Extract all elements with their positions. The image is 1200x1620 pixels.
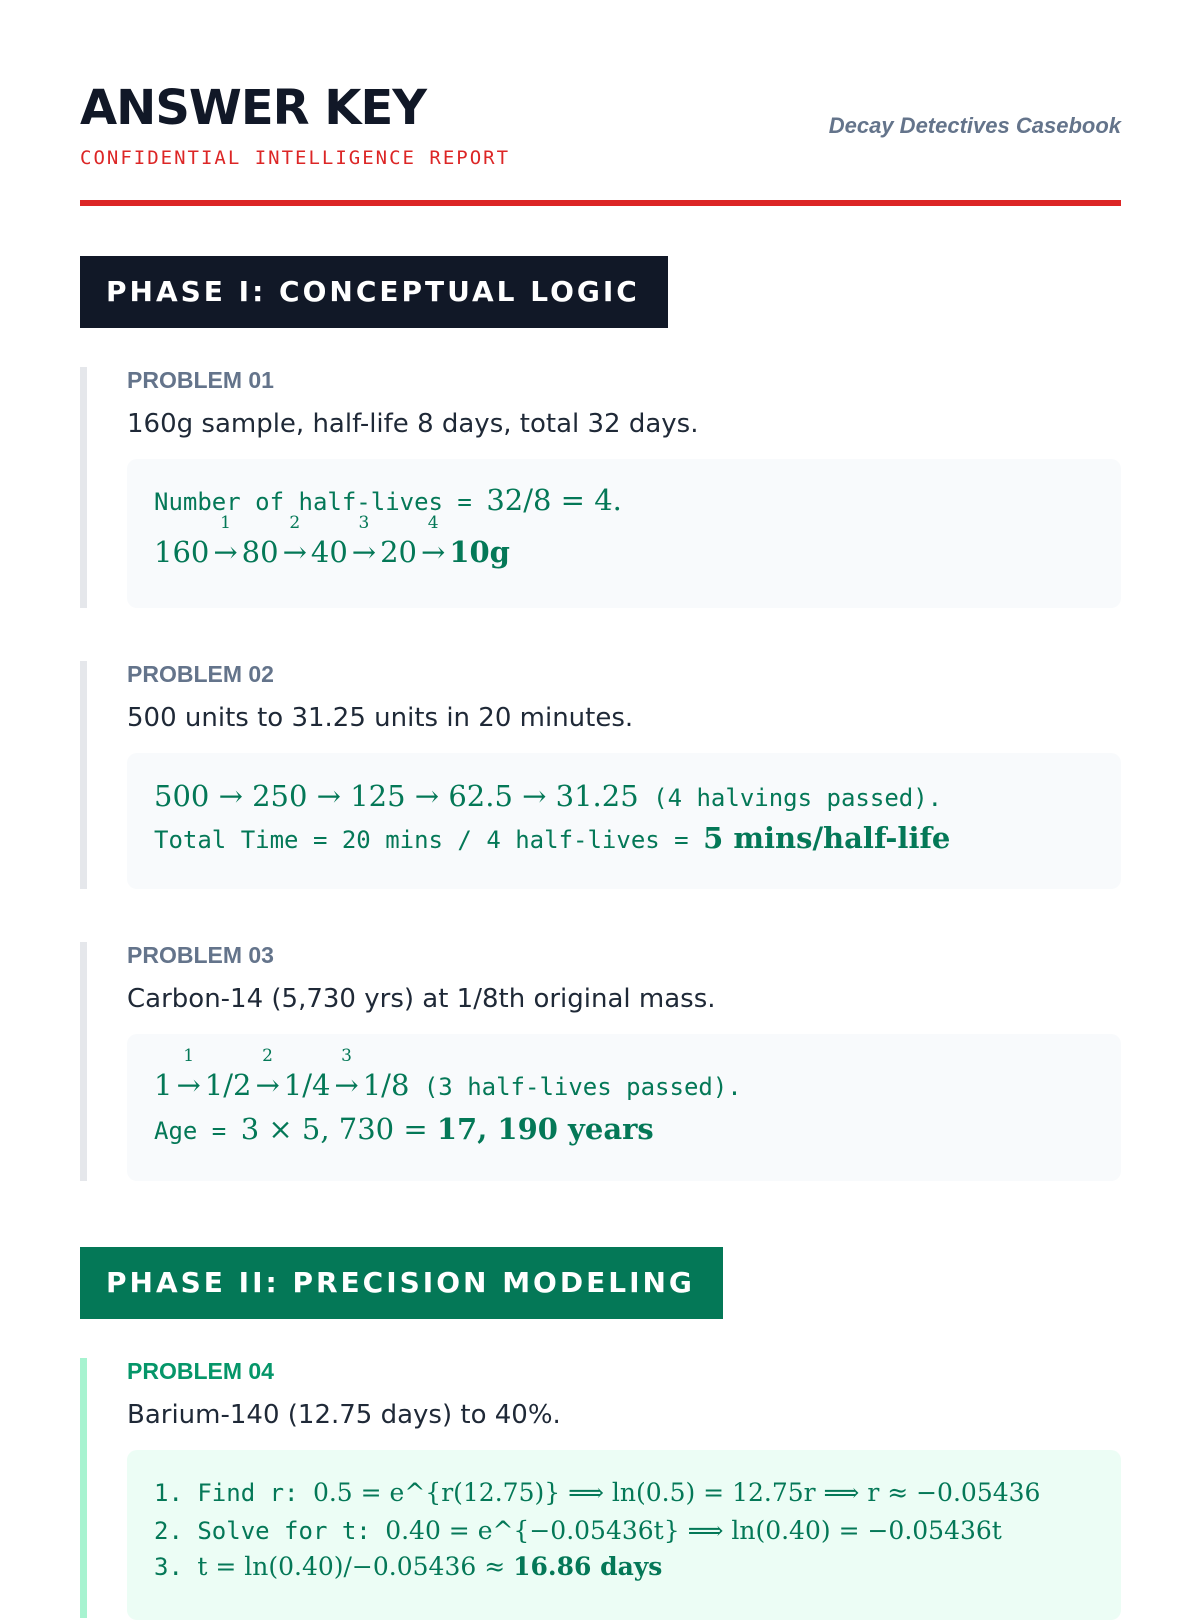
solution-box	[127, 459, 1121, 608]
problem-02	[80, 661, 1121, 889]
problem-04	[80, 1358, 1121, 1618]
solution-box	[127, 1034, 1121, 1181]
answer-value: 16.86 days	[513, 1552, 663, 1581]
answer-key-page	[80, 0, 1121, 1581]
solution-step-2: 2. Solve for t: 0.40 = e^{−0.05436t} ⟹ ln(0.40) = −0.05436t	[154, 1516, 1002, 1545]
problem-03	[80, 942, 1121, 1181]
solution-box	[127, 1450, 1121, 1620]
problem-description: 160g sample, half-life 8 days, total 32 days.	[127, 409, 699, 439]
problem-description: Barium-140 (12.75 days) to 40%.	[127, 1400, 561, 1430]
page-title: ANSWER KEY	[80, 80, 427, 136]
problem-label: PROBLEM 01	[127, 367, 274, 393]
problem-accent-bar	[80, 942, 87, 1181]
problem-accent-bar	[80, 367, 87, 608]
problem-description: Carbon-14 (5,730 yrs) at 1/8th original mass.	[127, 984, 716, 1014]
problem-label: PROBLEM 04	[127, 1358, 274, 1384]
header-divider	[80, 200, 1121, 206]
casebook-title: Decay Detectives Casebook	[828, 113, 1121, 138]
phase-2-banner: PHASE II: PRECISION MODELING	[80, 1247, 723, 1319]
problem-description: 500 units to 31.25 units in 20 minutes.	[127, 703, 634, 733]
solution-box	[127, 753, 1121, 889]
solution-line-2: Total Time = 20 mins / 4 half-lives = 5 mins/half-life	[154, 821, 951, 855]
problem-accent-bar	[80, 1358, 87, 1618]
answer-value: 10g	[449, 535, 510, 569]
answer-value: 5 mins/half-life	[703, 821, 951, 855]
problem-label: PROBLEM 03	[127, 942, 274, 968]
solution-line-1: 500 → 250 → 125 → 62.5 → 31.25 (4 halvings passed).	[154, 779, 943, 813]
solution-step-1: 1. Find r: 0.5 = e^{r(12.75)} ⟹ ln(0.5) = 12.75r ⟹ r ≈ −0.05436	[154, 1478, 1041, 1507]
solution-line-1: Number of half-lives = 32/8 = 4.	[154, 483, 622, 517]
answer-value: 17, 190 years	[436, 1112, 654, 1146]
solution-line-2: 160 → 1 80 → 2 40 → 3 20 → 4 10g	[154, 513, 510, 569]
solution-step-3: 3. t = ln(0.40)/−0.05436 ≈ 16.86 days	[154, 1552, 663, 1581]
header	[80, 0, 1121, 206]
report-subtitle: CONFIDENTIAL INTELLIGENCE REPORT	[80, 147, 511, 169]
solution-line-2: Age = 3 × 5, 730 = 17, 190 years	[154, 1112, 654, 1146]
problem-label: PROBLEM 02	[127, 661, 274, 687]
problem-01	[80, 367, 1121, 608]
phase-1-banner: PHASE I: CONCEPTUAL LOGIC	[80, 256, 668, 328]
solution-line-1: 1 → 1 1/2 → 2 1/4 → 3 1/8 (3 half-lives passed).	[154, 1046, 742, 1102]
problem-accent-bar	[80, 661, 87, 889]
